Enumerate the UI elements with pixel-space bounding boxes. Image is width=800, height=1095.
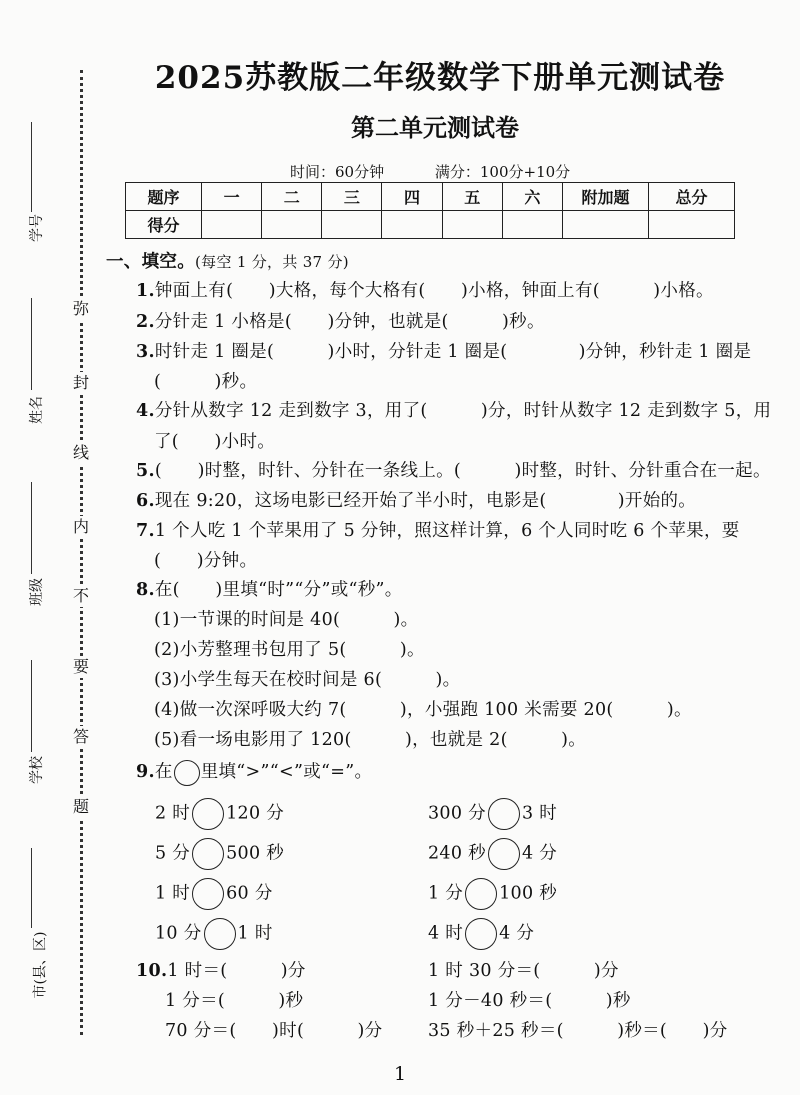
question-number: 8.	[136, 580, 155, 600]
question-8-item: (2)小芳整理书包用了 5( )。	[154, 640, 425, 660]
score-cell: 五	[442, 183, 502, 211]
score-cell: 二	[262, 183, 322, 211]
class-label: 班级	[29, 578, 45, 606]
seal-char: 弥	[72, 299, 89, 318]
score-table	[125, 182, 735, 239]
question-number: 5.	[136, 461, 155, 481]
question-8-item: (4)做一次深呼吸大约 7( )，小强跑 100 米需要 20( )。	[154, 700, 692, 720]
name-label: 姓名	[29, 396, 45, 424]
question-6	[136, 487, 696, 512]
question-number: 6.	[136, 491, 155, 511]
compare-item: 1 时 60 分	[155, 878, 273, 910]
full-score: 满分：100分+10分	[434, 163, 571, 181]
score-cell: 三	[322, 183, 382, 211]
compare-circle[interactable]	[488, 798, 520, 830]
class-line[interactable]	[31, 482, 32, 574]
question-text: 在( )里填“时”“分”或“秒”。	[154, 580, 403, 600]
question-4-cont: 了( )小时。	[154, 432, 276, 452]
section-note: (每空 1 分，共 37 分)	[195, 253, 349, 271]
question-text: 1 个人吃 1 个苹果用了 5 分钟，照这样计算，6 个人同时吃 6 个苹果，要	[154, 521, 740, 541]
compare-item: 4 时 4 分	[428, 918, 534, 950]
score-cell: 四	[382, 183, 442, 211]
score-table-score-row	[126, 211, 735, 239]
section-heading	[106, 248, 349, 273]
conversion-item: 1 分＝( )秒	[165, 991, 304, 1011]
score-cell: 六	[502, 183, 562, 211]
score-input-cell[interactable]	[322, 211, 382, 239]
student-id-line[interactable]	[31, 122, 32, 212]
conversion-item: 1 分－40 秒＝( )秒	[428, 991, 631, 1011]
seal-char: 内	[72, 517, 89, 536]
seal-char: 不	[72, 586, 89, 605]
seal-char: 封	[72, 373, 89, 392]
compare-circle[interactable]	[192, 798, 224, 830]
question-2	[136, 308, 545, 333]
question-text: 分针从数字 12 走到数字 3，用了( )分，时针从数字 12 走到数字 5，用	[154, 401, 772, 421]
score-input-cell[interactable]	[202, 211, 262, 239]
question-7	[136, 517, 740, 542]
question-3	[136, 338, 751, 363]
question-text: 1 时＝( )分	[167, 961, 306, 981]
score-input-cell[interactable]	[563, 211, 649, 239]
compare-item: 5 分 500 秒	[155, 838, 284, 870]
seal-char: 题	[72, 797, 89, 816]
compare-circle[interactable]	[465, 918, 497, 950]
question-7-cont: ( )分钟。	[154, 551, 258, 571]
time-limit: 时间：60分钟	[290, 163, 385, 181]
compare-item: 300 分 3 时	[428, 798, 557, 830]
question-number: 7.	[136, 521, 155, 541]
conversion-item: 35 秒＋25 秒＝( )秒＝( )分	[428, 1021, 728, 1041]
compare-item: 1 分 100 秒	[428, 878, 557, 910]
question-number: 9.	[136, 762, 155, 782]
compare-circle[interactable]	[204, 918, 236, 950]
compare-item: 240 秒 4 分	[428, 838, 557, 870]
seal-char: 答	[72, 727, 89, 746]
question-3-cont: ( )秒。	[154, 372, 258, 392]
score-input-cell[interactable]	[262, 211, 322, 239]
conversion-item: 1 时 30 分＝( )分	[428, 961, 619, 981]
title: 2025苏教版二年级数学下册单元测试卷	[154, 60, 726, 96]
question-number: 1.	[136, 281, 155, 301]
question-text: 在	[154, 762, 173, 782]
question-1	[136, 277, 714, 302]
question-number: 2.	[136, 312, 155, 332]
compare-circle-icon	[174, 760, 200, 786]
question-text: 钟面上有( )大格，每个大格有( )小格，钟面上有( )小格。	[154, 281, 714, 301]
score-input-cell[interactable]	[649, 211, 735, 239]
score-input-cell[interactable]	[382, 211, 442, 239]
question-number: 4.	[136, 401, 155, 421]
question-5	[136, 457, 771, 482]
school-line[interactable]	[31, 660, 32, 752]
question-8	[136, 576, 403, 601]
question-9	[136, 758, 372, 786]
score-input-cell[interactable]	[502, 211, 562, 239]
question-8-item: (5)看一场电影用了 120( )，也就是 2( )。	[154, 730, 587, 750]
seal-char: 要	[72, 657, 89, 676]
question-4	[136, 397, 771, 422]
score-cell: 得分	[126, 211, 202, 239]
compare-item: 10 分 1 时	[155, 918, 273, 950]
district-label: 市(县、区)	[32, 931, 49, 999]
question-text: 分针走 1 小格是( )分钟，也就是( )秒。	[154, 312, 545, 332]
question-10	[136, 957, 306, 982]
compare-circle[interactable]	[192, 878, 224, 910]
score-cell: 总分	[649, 183, 735, 211]
compare-circle[interactable]	[488, 838, 520, 870]
score-input-cell[interactable]	[442, 211, 502, 239]
section-label: 一、填空。	[106, 252, 195, 272]
compare-circle[interactable]	[465, 878, 497, 910]
student-id-label: 学号	[29, 214, 45, 242]
question-text: 里填“>”“<”或“=”。	[200, 762, 373, 782]
seal-dotted-line	[80, 70, 83, 1035]
subtitle: 第二单元测试卷	[351, 113, 519, 142]
question-text: 时针走 1 圈是( )小时，分针走 1 圈是( )分钟，秒针走 1 圈是	[154, 342, 752, 362]
score-cell: 一	[202, 183, 262, 211]
question-text: ( )时整，时针、分针在一条线上。( )时整，时针、分针重合在一起。	[154, 461, 771, 481]
score-cell: 附加题	[563, 183, 649, 211]
exam-meta	[290, 161, 616, 182]
question-text: 现在 9:20，这场电影已经开始了半小时，电影是( )开始的。	[154, 491, 697, 511]
score-cell: 题序	[126, 183, 202, 211]
score-table-header-row	[126, 183, 735, 211]
question-8-item: (1)一节课的时间是 40( )。	[154, 610, 419, 630]
district-line[interactable]	[31, 848, 32, 928]
page-number: 1	[393, 1063, 407, 1085]
question-8-item: (3)小学生每天在校时间是 6( )。	[154, 670, 461, 690]
seal-char: 线	[72, 443, 89, 462]
conversion-item: 70 分＝( )时( )分	[165, 1021, 383, 1041]
compare-circle[interactable]	[192, 838, 224, 870]
question-number: 10.	[136, 961, 168, 981]
school-label: 学校	[29, 756, 45, 784]
name-line[interactable]	[31, 298, 32, 390]
compare-item: 2 时 120 分	[155, 798, 284, 830]
question-number: 3.	[136, 342, 155, 362]
